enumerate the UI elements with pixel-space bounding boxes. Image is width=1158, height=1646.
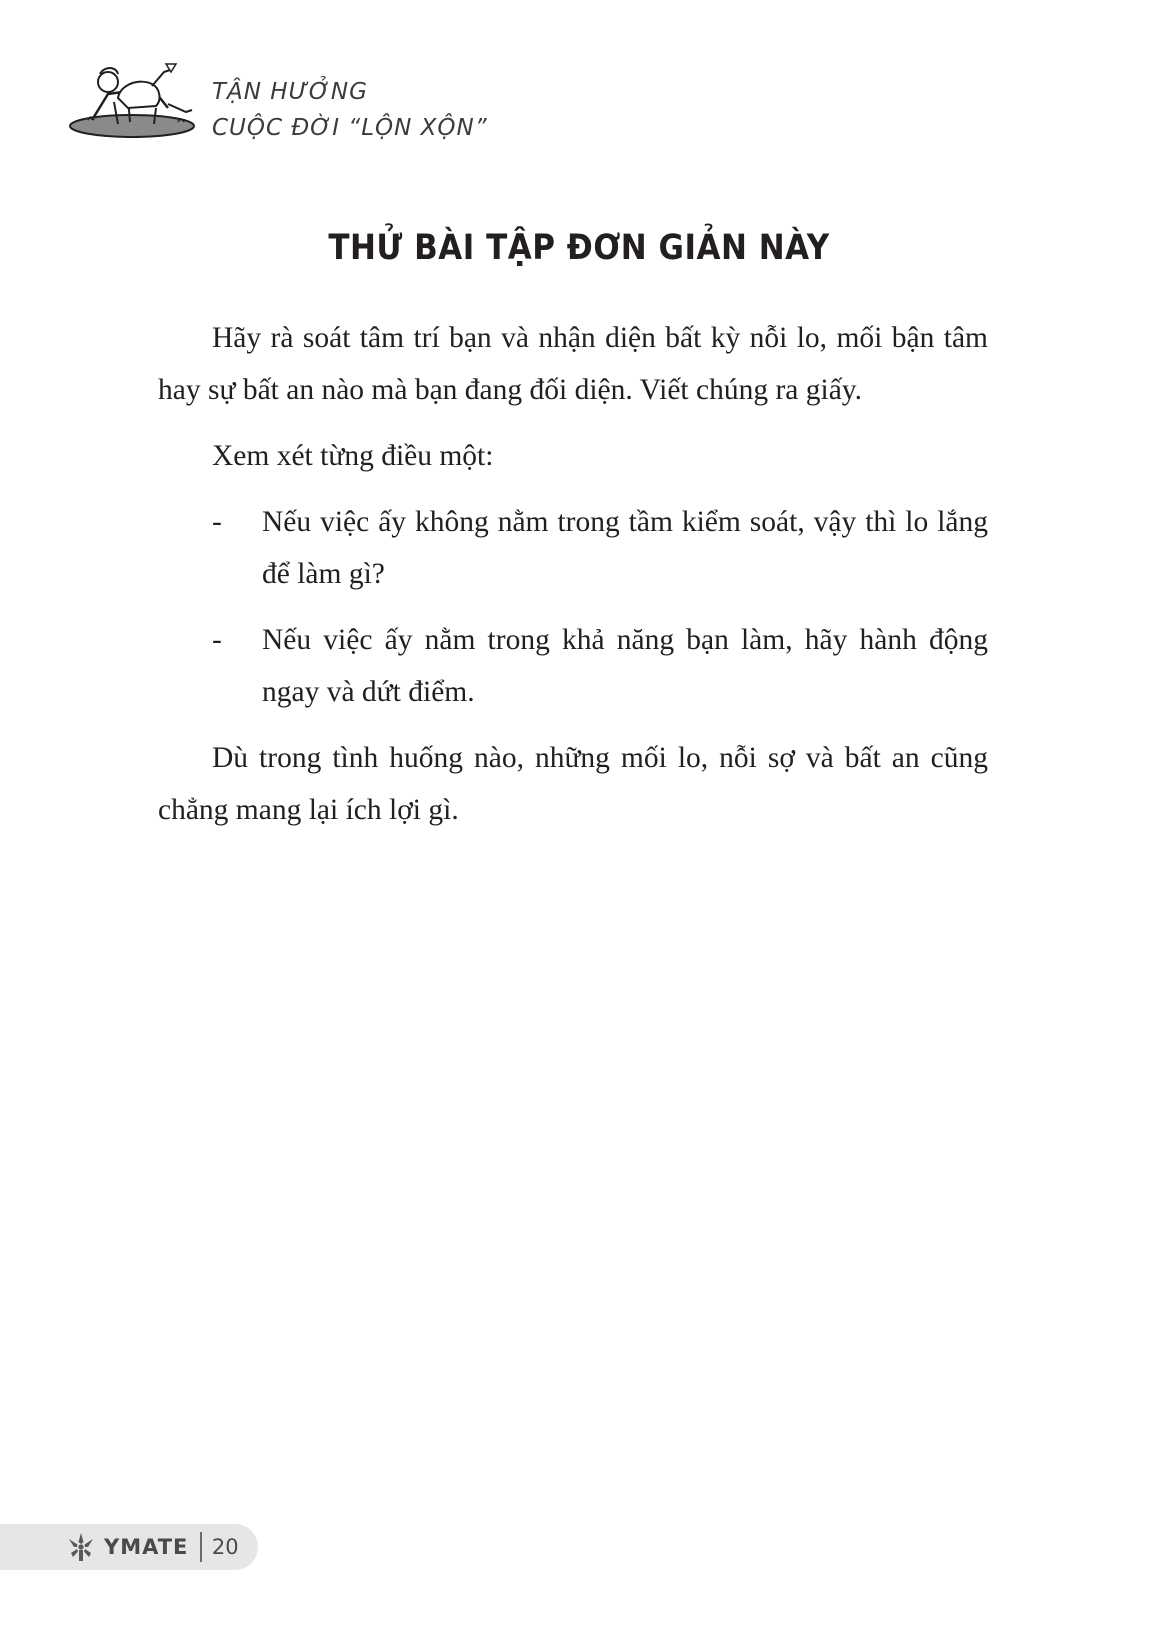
list-item [158, 496, 988, 600]
page-number: 20 [211, 1535, 239, 1559]
paragraph-1: Hãy rà soát tâm trí bạn và nhận diện bất kỳ nỗi lo, mối bận tâm hay sự bất an nào mà bạn đang đối diện. Viết chúng ra giấy. [158, 322, 988, 406]
paragraph-2: Xem xét từng điều một: [212, 440, 494, 472]
list-item-text: Nếu việc ấy không nằm trong tầm kiểm soát, vậy thì lo lắng để làm gì? [262, 506, 988, 590]
book-header-title-line2: CUỘC ĐỜI “LỘN XỘN” [212, 115, 488, 141]
section-title: THỬ BÀI TẬP ĐƠN GIẢN NÀY [328, 227, 830, 269]
list-item [158, 614, 988, 718]
book-header-title [212, 74, 488, 146]
footer-brand: YMATE [104, 1535, 189, 1559]
body-text [158, 312, 988, 836]
list-item-text: Nếu việc ấy nằm trong khả năng bạn làm, hãy hành động ngay và dứt điểm. [262, 624, 988, 708]
footer-separator [200, 1532, 202, 1562]
page-footer [0, 1524, 258, 1570]
list-dash: - [212, 624, 222, 656]
book-header-title-line1: TẬN HƯỞNG [212, 79, 368, 105]
list-dash: - [212, 506, 222, 538]
ymate-logo-icon [64, 1530, 98, 1564]
relaxing-person-illustration [68, 58, 204, 148]
paragraph-3: Dù trong tình huống nào, những mối lo, nỗi sợ và bất an cũng chẳng mang lại ích lợi gì. [158, 742, 988, 826]
consideration-list [158, 496, 988, 718]
